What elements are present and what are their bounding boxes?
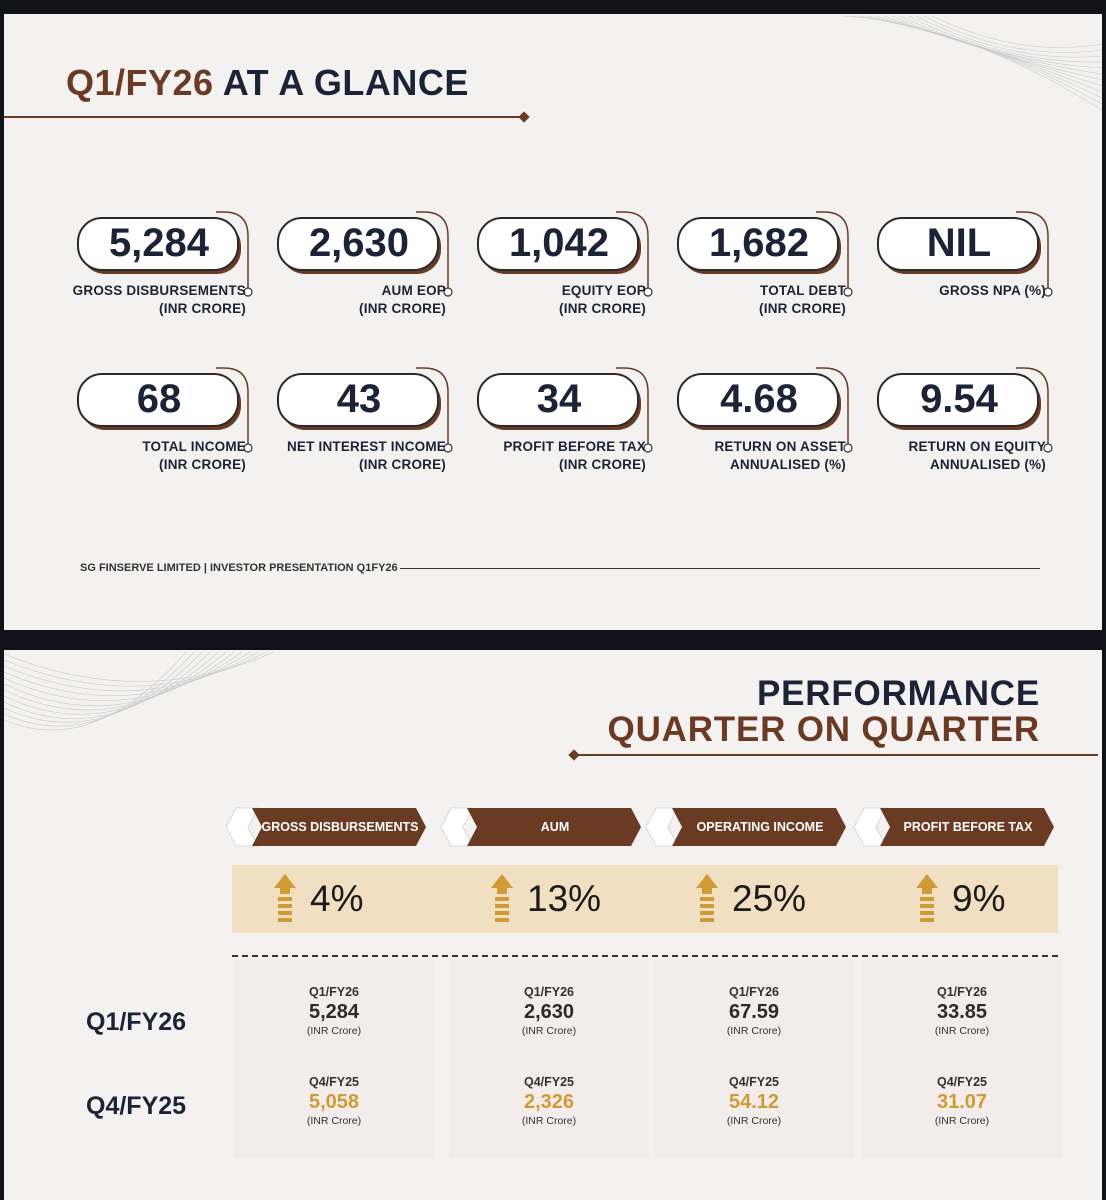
growth-indicator	[274, 865, 363, 933]
dashed-separator	[232, 955, 1058, 957]
row-label-previous: Q4/FY25	[86, 1092, 187, 1120]
unit-label: (INR Crore)	[726, 1025, 782, 1037]
kpi-label	[26, 282, 246, 318]
title-subtitle: AT A GLANCE	[222, 62, 469, 103]
kpi-label	[426, 282, 646, 318]
unit-label: (INR Crore)	[521, 1025, 577, 1037]
kpi-label-line2: (INR CRORE)	[159, 301, 246, 316]
column-header-label: PROFIT BEFORE TAX	[903, 819, 1033, 834]
growth-value: 4%	[310, 878, 364, 919]
growth-value: 25%	[732, 878, 807, 919]
quarter-value: 5,058	[308, 1091, 360, 1113]
unit-label: (INR Crore)	[934, 1025, 990, 1037]
growth-value: 13%	[527, 878, 602, 919]
kpi-label-line1: TOTAL DEBT	[760, 283, 846, 298]
unit-label: (INR Crore)	[306, 1115, 362, 1127]
current-quarter-cell	[862, 984, 1062, 1038]
kpi-value: NIL	[926, 221, 992, 265]
kpi-value: 4.68	[720, 377, 798, 421]
column-header-label: GROSS DISBURSEMENTS	[261, 819, 419, 834]
decorative-waves-graphic	[844, 14, 1102, 114]
previous-quarter-cell	[654, 1074, 854, 1128]
kpi-label-line1: GROSS NPA (%)	[939, 283, 1046, 298]
kpi-label	[626, 438, 846, 474]
kpi-value: 9.54	[920, 377, 998, 421]
page-title	[66, 62, 469, 104]
quarter-value: 54.12	[728, 1091, 780, 1113]
kpi-label	[26, 438, 246, 474]
column-header-label: AUM	[540, 819, 570, 834]
quarter-label: Q4/FY25	[728, 1075, 780, 1089]
kpi-value: 5,284	[108, 221, 210, 265]
kpi-label-line1: GROSS DISBURSEMENTS	[72, 283, 246, 298]
kpi-label	[226, 282, 446, 318]
current-quarter-cell	[654, 984, 854, 1038]
growth-indicator	[916, 865, 1005, 933]
quarter-value: 31.07	[936, 1091, 988, 1113]
kpi-label-line1: RETURN ON EQUITY	[908, 439, 1046, 454]
kpi-label-line1: AUM EOP	[381, 283, 446, 298]
kpi-label-line2: (INR CRORE)	[359, 457, 446, 472]
kpi-label	[626, 282, 846, 318]
kpi-label-line1: RETURN ON ASSET	[714, 439, 846, 454]
previous-quarter-cell	[449, 1074, 649, 1128]
kpi-label-line1: NET INTEREST INCOME	[286, 439, 446, 454]
quarter-value: 33.85	[936, 1001, 988, 1023]
kpi-label-line1: TOTAL INCOME	[142, 439, 246, 454]
kpi-label-line2: ANNUALISED (%)	[929, 457, 1046, 472]
unit-label: (INR Crore)	[306, 1025, 362, 1037]
page-title-line2: QUARTER ON QUARTER	[607, 710, 1040, 749]
kpi-card	[876, 210, 1058, 320]
quarter-label: Q4/FY25	[936, 1075, 988, 1089]
slide-at-a-glance	[4, 14, 1102, 630]
quarter-label: Q1/FY26	[308, 985, 360, 999]
quarter-value: 2,630	[523, 1001, 575, 1023]
up-arrow-icon	[916, 874, 938, 924]
kpi-label-line2: (INR CRORE)	[359, 301, 446, 316]
kpi-label-line2: (INR CRORE)	[559, 301, 646, 316]
quarter-value: 2,326	[523, 1091, 575, 1113]
kpi-card	[676, 210, 858, 320]
kpi-label-line1: EQUITY EOP	[561, 283, 646, 298]
title-underline	[4, 116, 524, 118]
quarter-label: Q1/FY26	[936, 985, 988, 999]
unit-label: (INR Crore)	[521, 1115, 577, 1127]
kpi-label-line2: (INR CRORE)	[759, 301, 846, 316]
kpi-label-line1: PROFIT BEFORE TAX	[503, 439, 646, 454]
growth-value: 9%	[952, 878, 1006, 919]
kpi-value: 1,682	[708, 221, 810, 265]
quarter-label: Q1/FY26	[728, 985, 780, 999]
kpi-label	[826, 438, 1046, 474]
page-title-line1: PERFORMANCE	[757, 674, 1040, 713]
title-quarter: Q1/FY26	[66, 62, 214, 103]
footer-rule	[400, 568, 1040, 569]
kpi-value: 34	[536, 377, 582, 421]
title-underline	[574, 754, 1098, 756]
up-arrow-icon	[491, 874, 513, 924]
kpi-label-line2: (INR CRORE)	[159, 457, 246, 472]
kpi-label-line2: ANNUALISED (%)	[729, 457, 846, 472]
kpi-value: 2,630	[308, 221, 410, 265]
kpi-label	[826, 282, 1046, 300]
quarter-label: Q4/FY25	[308, 1075, 360, 1089]
row-label-current: Q1/FY26	[86, 1008, 187, 1036]
quarter-label: Q1/FY26	[523, 985, 575, 999]
unit-label: (INR Crore)	[934, 1115, 990, 1127]
kpi-label-line2: (INR CRORE)	[559, 457, 646, 472]
kpi-value: 43	[336, 377, 382, 421]
kpi-value: 1,042	[508, 221, 610, 265]
slide-quarter-on-quarter	[4, 650, 1102, 1200]
current-quarter-cell	[449, 984, 649, 1038]
previous-quarter-cell	[862, 1074, 1062, 1128]
decorative-waves-graphic	[4, 650, 274, 760]
kpi-label	[426, 438, 646, 474]
kpi-value: 68	[136, 377, 182, 421]
up-arrow-icon	[696, 874, 718, 924]
up-arrow-icon	[274, 874, 296, 924]
column-header-label: OPERATING INCOME	[696, 819, 824, 834]
previous-quarter-cell	[234, 1074, 434, 1128]
kpi-card	[876, 366, 1058, 476]
unit-label: (INR Crore)	[726, 1115, 782, 1127]
current-quarter-cell	[234, 984, 434, 1038]
kpi-label	[226, 438, 446, 474]
quarter-value: 67.59	[728, 1001, 780, 1023]
footer-text: SG FINSERVE LIMITED | INVESTOR PRESENTATION Q1FY26	[80, 562, 398, 574]
growth-indicator	[696, 865, 806, 933]
quarter-label: Q4/FY25	[523, 1075, 575, 1089]
quarter-value: 5,284	[308, 1001, 360, 1023]
growth-indicator	[491, 865, 601, 933]
